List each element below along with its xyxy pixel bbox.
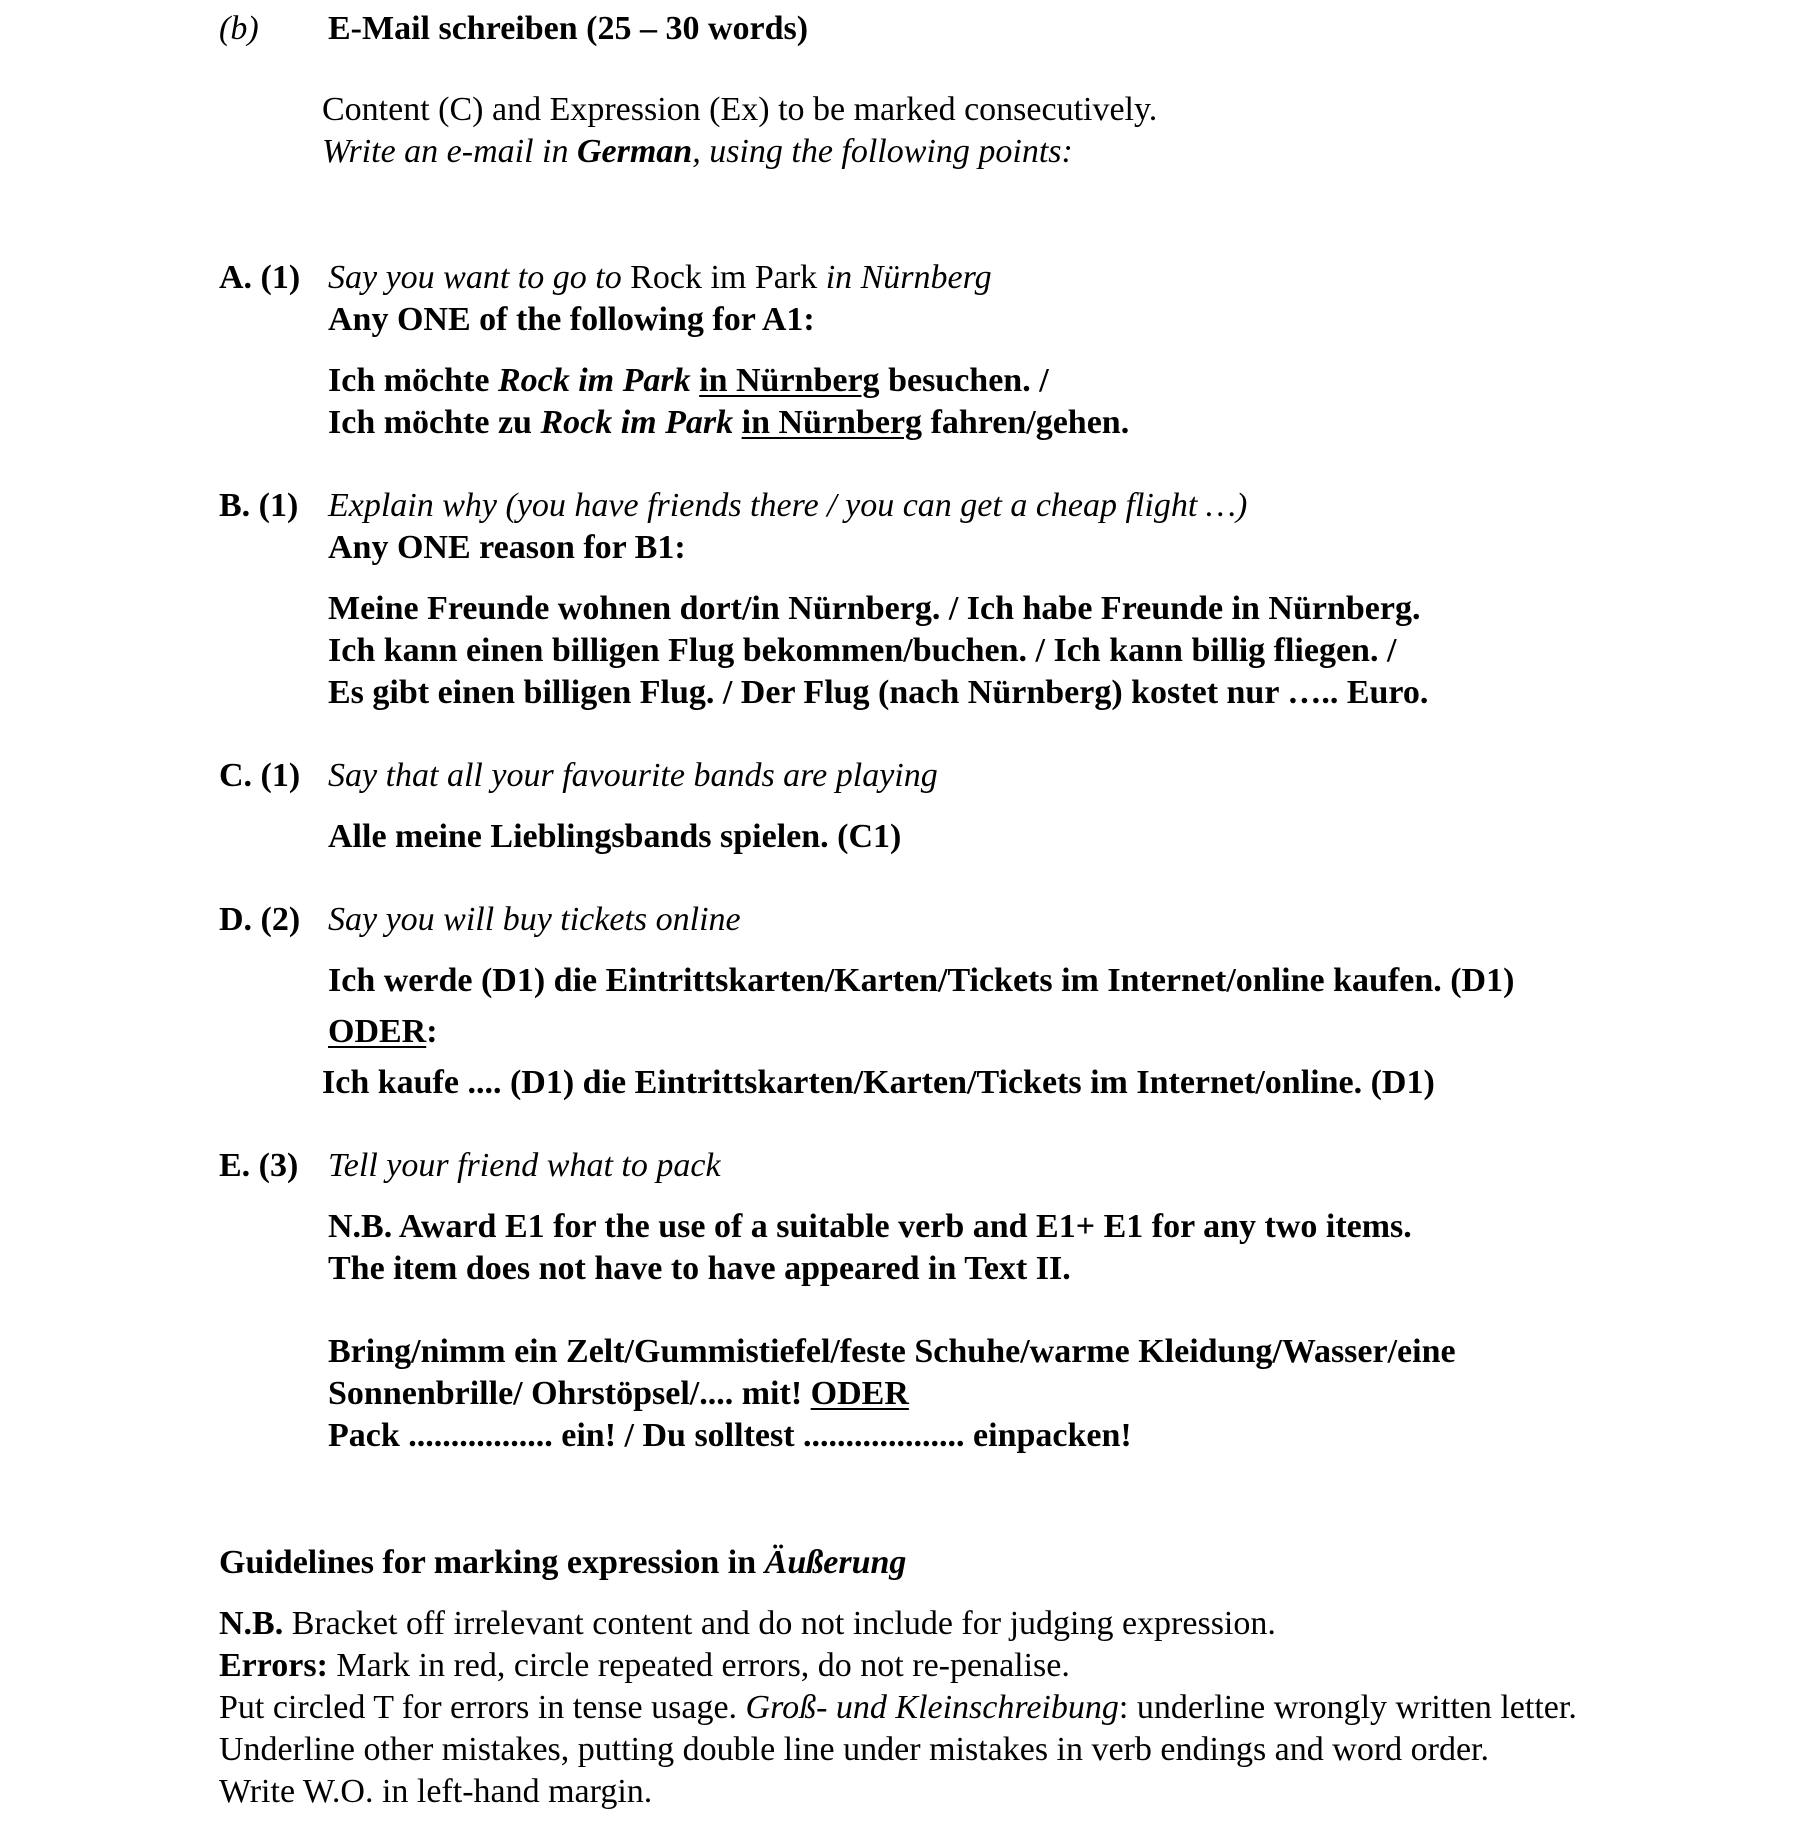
guidelines-nb xyxy=(219,1603,1276,1645)
answer-text: besuchen. / xyxy=(879,362,1049,399)
answer-b-2: Ich kann einen billigen Flug bekommen/buchen. / Ich kann billig fliegen. / xyxy=(328,632,1397,669)
intro-line-1: Content (C) and Expression (Ex) to be marked consecutively. xyxy=(322,91,1158,128)
guidelines-title-term: Äußerung xyxy=(764,1544,907,1581)
answer-d-1: Ich werde (D1) die Eintrittskarten/Karten/Tickets im Internet/online kaufen. (D1) xyxy=(328,962,1515,999)
answer-d-2: Ich kaufe .... (D1) die Eintrittskarten/Karten/Tickets im Internet/online. (D1) xyxy=(322,1064,1435,1101)
point-prompt-b: Explain why (you have friends there / you can get a cheap flight …) xyxy=(328,487,1248,524)
point-prompt-e: Tell your friend what to pack xyxy=(328,1147,721,1184)
point-label-e: E. (3) xyxy=(219,1147,299,1184)
point-prompt-a xyxy=(328,257,992,299)
prompt-event-name: Rock im Park xyxy=(630,259,818,296)
guideline-term: Groß- und Kleinschreibung xyxy=(745,1689,1119,1726)
intro-language: German xyxy=(576,133,693,170)
answer-text: Sonnenbrille/ Ohrstöpsel/.... mit! xyxy=(328,1375,811,1412)
answer-event-name: Rock im Park xyxy=(540,404,734,441)
intro-line-2 xyxy=(322,131,1073,173)
answer-c-1: Alle meine Lieblingsbands spielen. (C1) xyxy=(328,818,902,855)
point-label-d: D. (2) xyxy=(219,901,301,938)
point-label-c: C. (1) xyxy=(219,757,301,794)
answer-a-2 xyxy=(328,402,1129,444)
prompt-text: in Nürnberg xyxy=(817,259,992,296)
answer-underlined: in Nürnberg xyxy=(699,362,880,399)
errors-label: Errors: xyxy=(219,1647,328,1684)
point-label-b: B. (1) xyxy=(219,487,299,524)
guidelines-title-text: Guidelines for marking expression in xyxy=(219,1544,765,1581)
nb-text: Bracket off irrelevant content and do not include for judging expression. xyxy=(283,1605,1276,1642)
answer-text: Ich möchte xyxy=(328,362,498,399)
answer-b-3: Es gibt einen billigen Flug. / Der Flug (nach Nürnberg) kostet nur ….. Euro. xyxy=(328,674,1429,711)
note-e-2: The item does not have to have appeared in Text II. xyxy=(328,1250,1071,1287)
answer-event-name: Rock im Park xyxy=(497,362,691,399)
answer-e-3: Pack ................. ein! / Du solltest ................... einpacken! xyxy=(328,1417,1132,1454)
answer-b-1: Meine Freunde wohnen dort/in Nürnberg. / Ich habe Freunde in Nürnberg. xyxy=(328,590,1421,627)
answer-text: Ich möchte zu xyxy=(328,404,541,441)
answer-underlined: in Nürnberg xyxy=(741,404,923,441)
section-title: E-Mail schreiben (25 – 30 words) xyxy=(328,10,809,47)
point-prompt-d: Say you will buy tickets online xyxy=(328,901,741,938)
section-label: (b) xyxy=(219,10,259,47)
note-e-1: N.B. Award E1 for the use of a suitable verb and E1+ E1 for any two items. xyxy=(328,1208,1412,1245)
guideline-text: Put circled T for errors in tense usage. xyxy=(219,1689,746,1726)
errors-text: Mark in red, circle repeated errors, do not re-penalise. xyxy=(327,1647,1070,1684)
intro-text: , using the following points: xyxy=(692,133,1073,170)
guideline-text: : underline wrongly written letter. xyxy=(1118,1689,1577,1726)
point-prompt-c: Say that all your favourite bands are playing xyxy=(328,757,938,794)
oder-word: ODER xyxy=(810,1375,909,1412)
answer-text xyxy=(691,362,700,399)
answer-a-1 xyxy=(328,360,1049,402)
instruction-a: Any ONE of the following for A1: xyxy=(328,301,815,338)
guidelines-margin: Write W.O. in left-hand margin. xyxy=(219,1773,653,1810)
nb-label: N.B. xyxy=(219,1605,284,1642)
answer-e-2 xyxy=(328,1373,909,1415)
answer-text: fahren/gehen. xyxy=(922,404,1130,441)
intro-text: Write an e-mail in xyxy=(322,133,577,170)
oder-colon: : xyxy=(426,1013,438,1050)
answer-text xyxy=(733,404,742,441)
guidelines-underline: Underline other mistakes, putting double line under mistakes in verb endings and word order. xyxy=(219,1731,1490,1768)
guidelines-title xyxy=(219,1542,906,1584)
point-label-a: A. (1) xyxy=(219,259,301,296)
answer-e-1: Bring/nimm ein Zelt/Gummistiefel/feste Schuhe/warme Kleidung/Wasser/eine xyxy=(328,1333,1456,1370)
guidelines-tense xyxy=(219,1687,1577,1729)
oder-word: ODER xyxy=(328,1013,427,1050)
answer-d-oder xyxy=(328,1011,438,1053)
prompt-text: Say you want to go to xyxy=(328,259,631,296)
instruction-b: Any ONE reason for B1: xyxy=(328,529,686,566)
guidelines-errors xyxy=(219,1645,1070,1687)
